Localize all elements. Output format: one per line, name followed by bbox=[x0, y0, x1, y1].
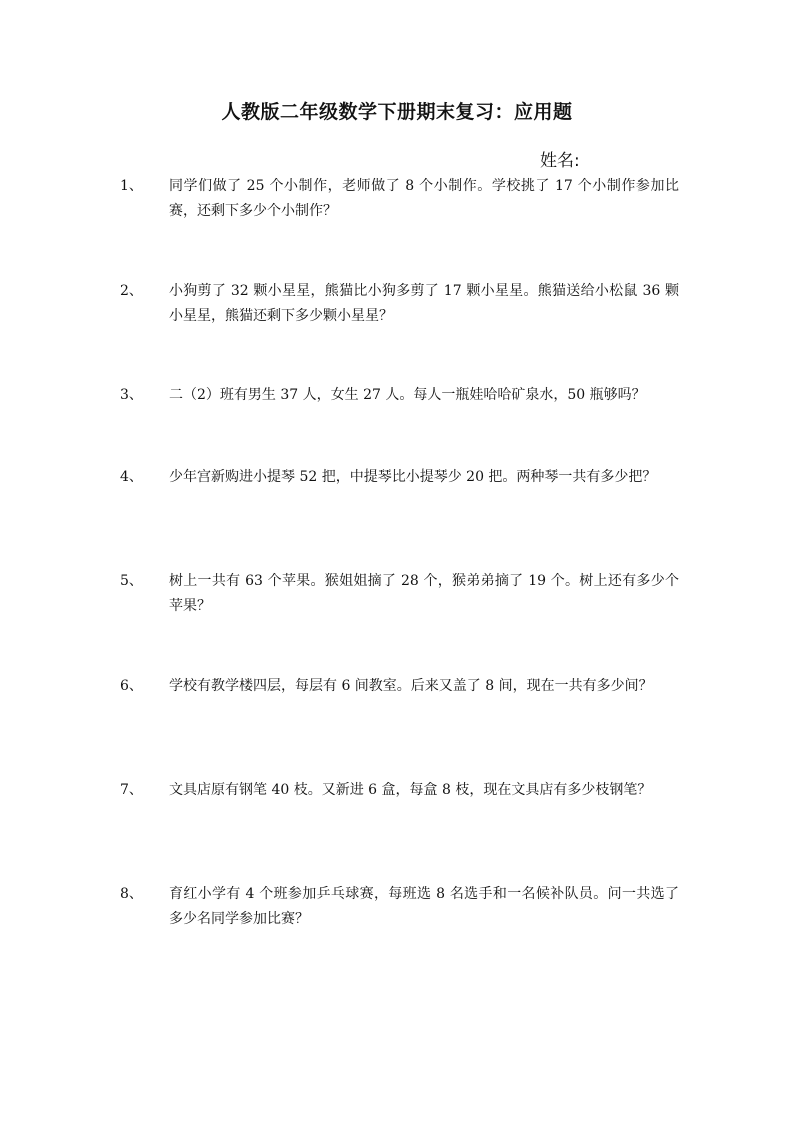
question-number: 7、 bbox=[120, 782, 143, 798]
question-number: 3、 bbox=[120, 387, 143, 403]
page-title: 人教版二年级数学下册期末复习：应用题 bbox=[221, 101, 573, 123]
question-text: 少年宫新购进小提琴 52 把，中提琴比小提琴少 20 把。两种琴一共有多少把？ bbox=[169, 469, 657, 485]
question-number: 8、 bbox=[120, 886, 143, 902]
question-text: 树上一共有 63 个苹果。猴姐姐摘了 28 个，猴弟弟摘了 19 个。树上还有多少个苹果？ bbox=[169, 573, 679, 614]
question-number: 1、 bbox=[120, 178, 143, 194]
name-label: 姓名: bbox=[540, 151, 580, 171]
question-number: 4、 bbox=[120, 469, 143, 485]
question-number: 5、 bbox=[120, 573, 143, 589]
question-number: 2、 bbox=[120, 283, 143, 299]
question-text: 二（2）班有男生 37 人，女生 27 人。每人一瓶娃哈哈矿泉水，50 瓶够吗？ bbox=[169, 387, 646, 403]
question-text: 小狗剪了 32 颗小星星，熊猫比小狗多剪了 17 颗小星星。熊猫送给小松鼠 36 颗小星星，熊猫还剩下多少颗小星星？ bbox=[169, 283, 679, 324]
question-text: 育红小学有 4 个班参加乒乓球赛，每班选 8 名选手和一名候补队员。问一共选了多少名同学参加比赛？ bbox=[169, 886, 679, 927]
question-text: 学校有教学楼四层，每层有 6 间教室。后来又盖了 8 间，现在一共有多少间？ bbox=[169, 678, 653, 694]
question-number: 6、 bbox=[120, 678, 143, 694]
question-text: 同学们做了 25 个小制作，老师做了 8 个小制作。学校挑了 17 个小制作参加比赛，还剩下多少个小制作？ bbox=[169, 178, 679, 219]
question-text: 文具店原有钢笔 40 枝。又新进 6 盒，每盒 8 枝，现在文具店有多少枝钢笔？ bbox=[169, 782, 652, 798]
